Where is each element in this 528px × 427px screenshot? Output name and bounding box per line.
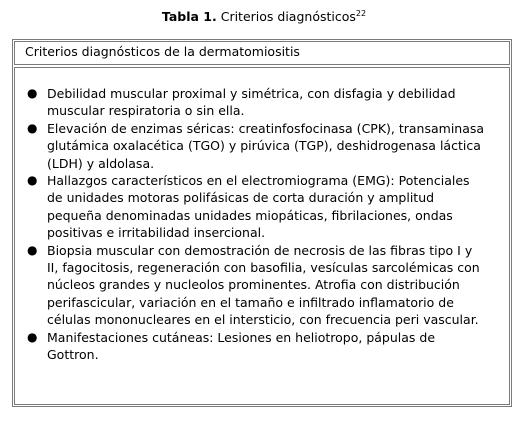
- table-body-cell: [14, 67, 510, 405]
- caption-title: Criterios diagnósticos: [220, 9, 356, 24]
- criteria-text: Biopsia muscular con demostración de necrosis de las fibras tipo I y II, fagocitosis, regeneración con basofilia, vesículas sarcolémicas con núcleos grandes y nucleolos prominentes. Atrofia con distribución perifascicular, variación en el tamaño e infiltrado inflamatorio de células mononucleares en el intersticio, con frecuencia peri vascular.: [47, 242, 480, 328]
- criteria-text: Hallazgos característicos en el electromiograma (EMG): Potenciales de unidades motoras polifásicas de corta duración y amplitud pequeña denominadas unidades miopáticas, fibrilaciones, ondas positivas e irritabilidad insercional.: [47, 173, 470, 241]
- bullet-icon: ●: [27, 329, 38, 344]
- criteria-item: [15, 85, 485, 120]
- caption-reference: 22: [355, 9, 367, 18]
- bullet-icon: ●: [27, 173, 38, 188]
- criteria-list: [15, 85, 485, 364]
- criteria-item: [15, 242, 485, 329]
- bullet-icon: ●: [27, 86, 38, 100]
- table-caption: [0, 9, 528, 25]
- criteria-item: [15, 329, 485, 364]
- bullet-icon: ●: [27, 120, 38, 135]
- criteria-table: [12, 39, 512, 407]
- criteria-item: [15, 172, 485, 242]
- criteria-text: Debilidad muscular proximal y simétrica, con disfagia y debilidad muscular respiratoria o sin ella.: [47, 86, 456, 119]
- caption-label: Tabla 1.: [161, 9, 217, 24]
- criteria-item: [15, 120, 485, 172]
- criteria-text: Manifestaciones cutáneas: Lesiones en heliotropo, pápulas de Gottron.: [47, 329, 436, 363]
- criteria-text: Elevación de enzimas séricas: creatinfosfocinasa (CPK), transaminasa glutámica oxalacética (TGO) y pirúvica (TGP), deshidrogenasa láctica (LDH) y aldolasa.: [47, 120, 485, 171]
- table-header-cell: Criterios diagnósticos de la dermatomiositis: [14, 41, 510, 65]
- bullet-icon: ●: [27, 242, 38, 257]
